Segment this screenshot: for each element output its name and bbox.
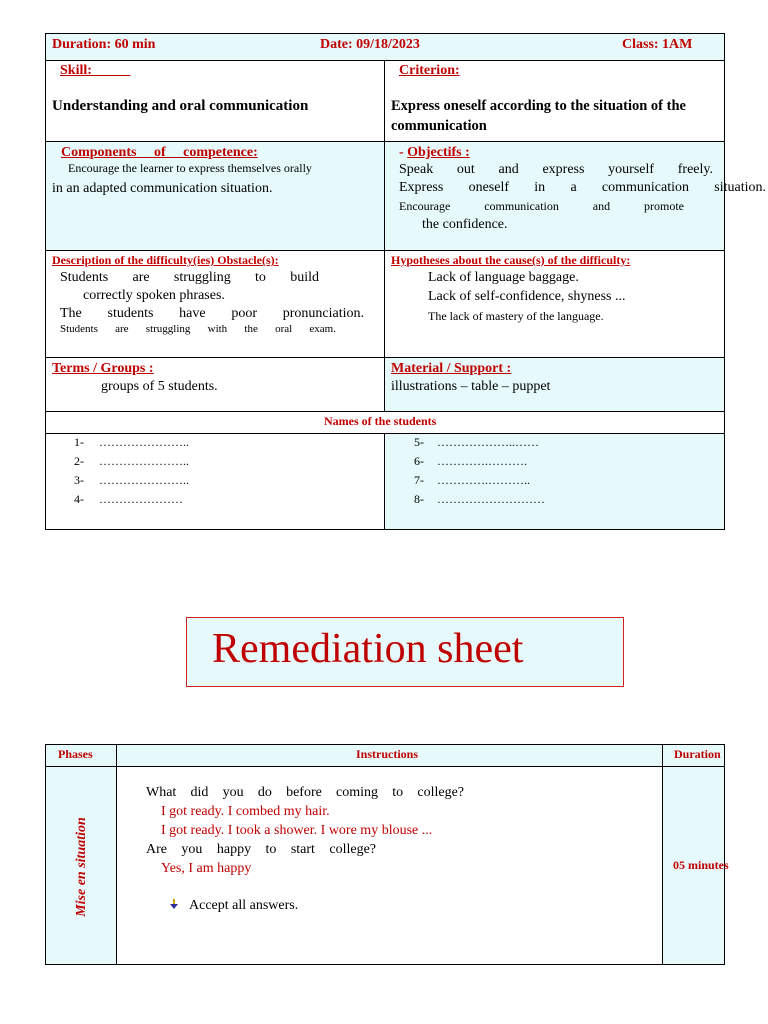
objectifs-line2: Express oneself in a communication situation.	[399, 180, 766, 195]
remediation-title-box	[186, 617, 624, 687]
list-item: 8- ………………………	[414, 492, 545, 506]
difficulty-line2: correctly spoken phrases.	[83, 288, 225, 303]
terms-label: Terms / Groups :	[52, 361, 154, 376]
phase-name: Mise en situation	[74, 817, 89, 917]
components-line1: Encourage the learner to express themselves orally	[68, 161, 312, 175]
students-right-list	[414, 435, 545, 511]
arrow-bullet-icon	[168, 898, 180, 910]
difficulty-line4: Students are struggling with the oral exam.	[60, 323, 336, 335]
list-item: Lack of self-confidence, shyness ...	[428, 289, 626, 304]
question-1: What did you do before coming to college?	[146, 785, 464, 800]
question-2: Are you happy to start college?	[146, 842, 376, 857]
phases-header: Phases	[58, 747, 93, 761]
objectifs-line3: Encourage communication and promote	[399, 199, 684, 213]
list-item: 7- ………….………..	[414, 473, 530, 487]
material-label: Material / Support :	[391, 361, 512, 376]
material-value: illustrations – table – puppet	[391, 379, 551, 394]
objectifs-line4: the confidence.	[422, 217, 508, 232]
list-item: 2- …………………..	[74, 454, 189, 468]
duration-label: Duration: 60 min	[52, 37, 156, 52]
objectifs-label: - Objectifs :	[399, 145, 470, 160]
components-line2: in an adapted communication situation.	[52, 181, 273, 196]
difficulty-label: Description of the difficulty(ies) Obstacle(s):	[52, 253, 279, 267]
criterion-label: Criterion:	[399, 63, 460, 78]
students-title: Names of the students	[324, 414, 437, 428]
list-item: 4- …………………	[74, 492, 183, 506]
list-item: The lack of mastery of the language.	[428, 309, 604, 323]
answer-1: I got ready. I combed my hair.	[161, 804, 330, 819]
components-label: Components of competence:	[61, 145, 258, 160]
answer-3: Yes, I am happy	[161, 861, 252, 876]
class-label: Class: 1AM	[622, 37, 693, 52]
students-left-list	[74, 435, 189, 511]
objectifs-line1: Speak out and express yourself freely.	[399, 162, 713, 177]
criterion-value: Express oneself according to the situation of the communication	[391, 98, 686, 134]
list-item: 3- …………………..	[74, 473, 189, 487]
date-label: Date: 09/18/2023	[320, 37, 420, 52]
duration-value: 05 minutes	[673, 858, 729, 872]
remediation-title: Remediation sheet	[212, 626, 524, 672]
list-item: Lack of language baggage.	[428, 270, 579, 285]
terms-value: groups of 5 students.	[101, 379, 218, 394]
skill-label: Skill:	[60, 63, 92, 78]
hypotheses-label: Hypotheses about the cause(s) of the difficulty:	[391, 253, 631, 267]
skill-value: Understanding and oral communication	[52, 98, 309, 114]
duration-header: Duration	[674, 747, 721, 761]
accept-note: Accept all answers.	[168, 897, 298, 915]
list-item: 6- ………….……….	[414, 454, 527, 468]
answer-2: I got ready. I took a shower. I wore my blouse ...	[161, 823, 433, 838]
difficulty-line1: Students are struggling to build	[60, 270, 319, 285]
list-item: 1- …………………..	[74, 435, 189, 449]
instructions-header: Instructions	[356, 747, 419, 761]
list-item: 5- ………………..……	[414, 435, 539, 449]
difficulty-line3: The students have poor pronunciation.	[60, 306, 364, 321]
hypotheses-list	[414, 269, 625, 324]
